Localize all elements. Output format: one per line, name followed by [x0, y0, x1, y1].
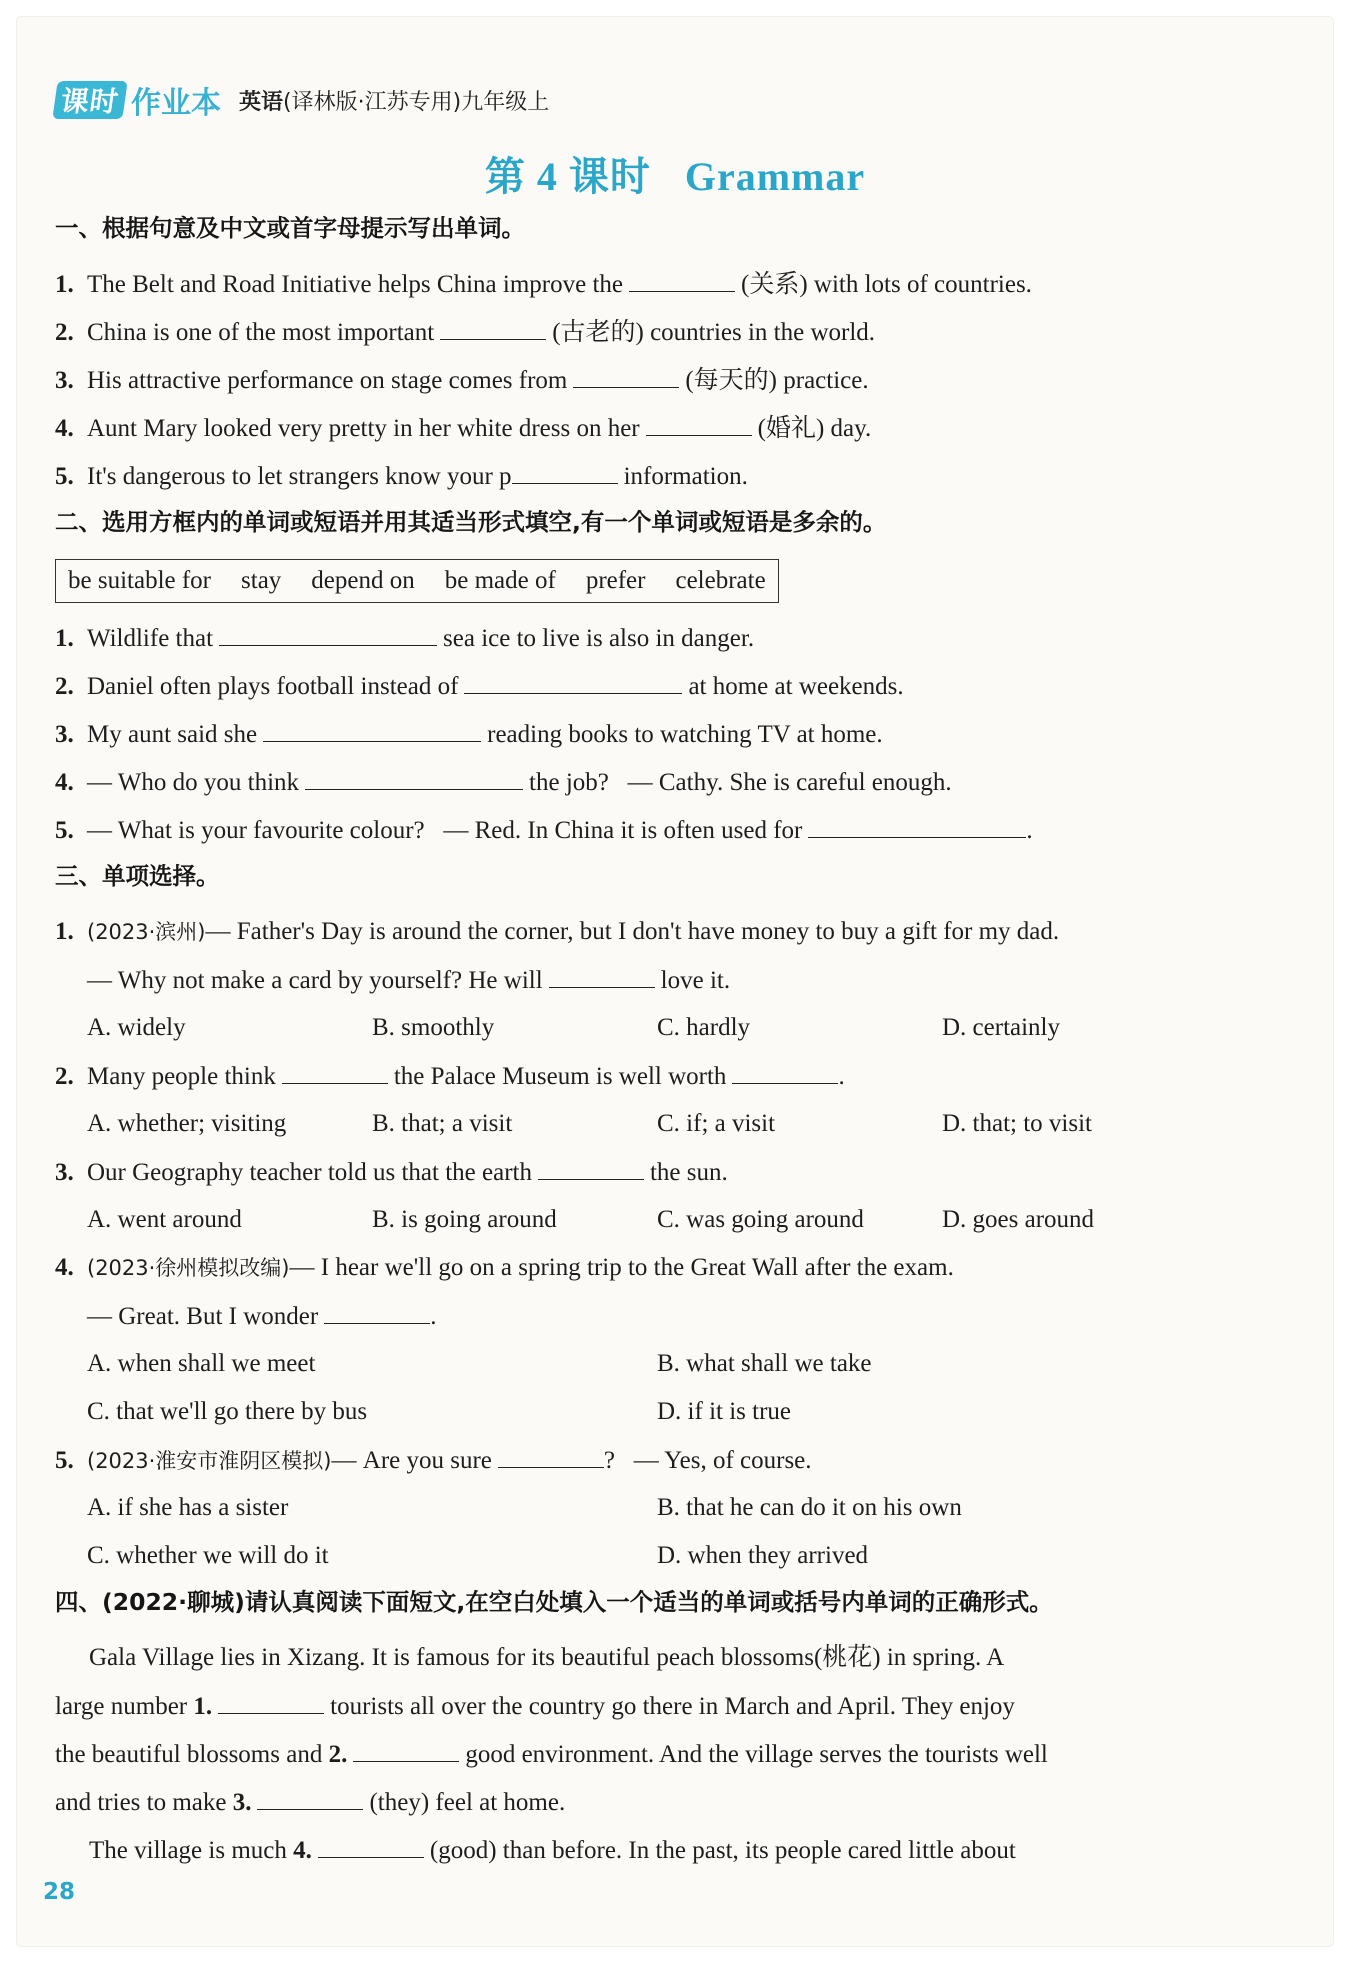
- lesson-number: 第 4 课时: [484, 154, 651, 199]
- edition-label: (译林版·江苏专用)九年级上: [283, 89, 550, 115]
- word-bank-box: [55, 559, 779, 603]
- option-a[interactable]: A. went around: [87, 1206, 242, 1233]
- option-a[interactable]: A. widely: [87, 1014, 186, 1041]
- option-c[interactable]: C. that we'll go there by bus: [87, 1398, 368, 1425]
- brand-logo: 课时: [52, 81, 127, 119]
- answer-blank[interactable]: [732, 1059, 838, 1084]
- answer-blank[interactable]: [218, 1689, 324, 1714]
- s2-question-2: 2. Daniel often plays football instead of at home at weekends.: [55, 669, 1293, 704]
- s3-q1-line2: — Why not make a card by yourself? He will love it.: [87, 963, 1293, 998]
- word-bank-item: celebrate: [675, 567, 766, 594]
- answer-blank[interactable]: [549, 963, 655, 988]
- question-source: (2023·徐州模拟改编): [87, 1256, 290, 1280]
- answer-blank[interactable]: [324, 1299, 430, 1324]
- s3-question-4: 4. (2023·徐州模拟改编)— I hear we'll go on a spring trip to the Great Wall after the exam.: [55, 1254, 954, 1281]
- s3-question-5: 5. (2023·淮安市淮阴区模拟)— Are you sure ? — Yes, of course.: [55, 1443, 1293, 1478]
- option-c[interactable]: C. if; a visit: [657, 1110, 776, 1137]
- s1-question-4: 4. Aunt Mary looked very pretty in her white dress on her (婚礼) day.: [55, 411, 1293, 446]
- passage-line-2: large number 1. tourists all over the country go there in March and April. They enjoy: [55, 1689, 1293, 1724]
- question-source: (2023·淮安市淮阴区模拟): [87, 1449, 332, 1473]
- s3-q4-line2: — Great. But I wonder .: [87, 1299, 1293, 1334]
- answer-blank[interactable]: [257, 1785, 363, 1810]
- option-c[interactable]: C. hardly: [657, 1014, 751, 1041]
- lesson-title: [17, 145, 1333, 202]
- answer-blank[interactable]: [305, 765, 523, 790]
- answer-blank[interactable]: [629, 267, 735, 292]
- s1-question-1: 1. The Belt and Road Initiative helps China improve the (关系) with lots of countries.: [55, 267, 1293, 302]
- passage-line-4: and tries to make 3. (they) feel at home.: [55, 1785, 1293, 1820]
- s2-question-5: 5. — What is your favourite colour? — Red. In China it is often used for .: [55, 813, 1293, 848]
- section-3-heading: 三、单项选择。: [55, 862, 220, 890]
- s3-question-1: 1. (2023·滨州)— Father's Day is around the corner, but I don't have money to buy a gift for my dad.: [55, 918, 1060, 945]
- word-bank-item: depend on: [311, 567, 415, 594]
- section-2-heading: 二、选用方框内的单词或短语并用其适当形式填空,有一个单词或短语是多余的。: [55, 508, 887, 536]
- section-4-heading: 四、(2022·聊城)请认真阅读下面短文,在空白处填入一个适当的单词或括号内单词的正确形式。: [55, 1588, 1053, 1616]
- option-b[interactable]: B. is going around: [372, 1206, 557, 1233]
- s1-question-3: 3. His attractive performance on stage comes from (每天的) practice.: [55, 363, 1293, 398]
- s3-question-3: 3. Our Geography teacher told us that the earth the sun.: [55, 1155, 1293, 1190]
- option-d[interactable]: D. goes around: [942, 1206, 1095, 1233]
- passage-line-5: The village is much 4. (good) than before. In the past, its people cared little about: [89, 1833, 1293, 1868]
- s3-question-2: 2. Many people think the Palace Museum is well worth .: [55, 1059, 1293, 1094]
- answer-blank[interactable]: [353, 1737, 459, 1762]
- option-a[interactable]: A. when shall we meet: [87, 1350, 316, 1377]
- option-a[interactable]: A. whether; visiting: [87, 1110, 287, 1137]
- option-d[interactable]: D. when they arrived: [657, 1542, 869, 1569]
- s2-question-1: 1. Wildlife that sea ice to live is also in danger.: [55, 621, 1293, 656]
- answer-blank[interactable]: [573, 363, 679, 388]
- option-b[interactable]: B. that he can do it on his own: [657, 1494, 962, 1521]
- word-bank-item: prefer: [585, 567, 646, 594]
- answer-blank[interactable]: [808, 813, 1026, 838]
- option-d[interactable]: D. that; to visit: [942, 1110, 1092, 1137]
- s2-question-4: 4. — Who do you think the job? — Cathy. She is careful enough.: [55, 765, 1293, 800]
- question-source: (2023·滨州): [87, 920, 206, 944]
- book-subtitle: [239, 85, 549, 116]
- option-d[interactable]: D. if it is true: [657, 1398, 792, 1425]
- brand-logo-text: 作业本: [131, 86, 222, 121]
- option-c[interactable]: C. was going around: [657, 1206, 864, 1233]
- passage-line-3: the beautiful blossoms and 2. good environment. And the village serves the tourists well: [55, 1737, 1293, 1772]
- option-b[interactable]: B. what shall we take: [657, 1350, 872, 1377]
- word-bank-item: be suitable for: [68, 567, 212, 594]
- answer-blank[interactable]: [646, 411, 752, 436]
- page-number: 28: [43, 1879, 76, 1905]
- answer-blank[interactable]: [318, 1833, 424, 1858]
- section-1-heading: 一、根据句意及中文或首字母提示写出单词。: [55, 214, 525, 242]
- lesson-topic: Grammar: [684, 154, 866, 199]
- option-d[interactable]: D. certainly: [942, 1014, 1061, 1041]
- answer-blank[interactable]: [512, 459, 618, 484]
- option-b[interactable]: B. that; a visit: [372, 1110, 513, 1137]
- option-b[interactable]: B. smoothly: [372, 1014, 495, 1041]
- passage-line-1: Gala Village lies in Xizang. It is famous for its beautiful peach blossoms(桃花) in spring. A: [89, 1644, 1005, 1671]
- s1-question-5: 5. It's dangerous to let strangers know your p information.: [55, 459, 1293, 494]
- option-a[interactable]: A. if she has a sister: [87, 1494, 289, 1521]
- answer-blank[interactable]: [219, 621, 437, 646]
- subject-label: 英语: [239, 89, 284, 115]
- s2-question-3: 3. My aunt said she reading books to watching TV at home.: [55, 717, 1293, 752]
- page-header: [55, 75, 549, 125]
- s1-question-2: 2. China is one of the most important (古老的) countries in the world.: [55, 315, 1293, 350]
- workbook-page: [17, 17, 1333, 1946]
- option-c[interactable]: C. whether we will do it: [87, 1542, 329, 1569]
- word-bank-item: be made of: [444, 567, 556, 594]
- answer-blank[interactable]: [538, 1155, 644, 1180]
- answer-blank[interactable]: [263, 717, 481, 742]
- answer-blank[interactable]: [464, 669, 682, 694]
- word-bank-item: stay: [241, 567, 282, 594]
- answer-blank[interactable]: [440, 315, 546, 340]
- answer-blank[interactable]: [282, 1059, 388, 1084]
- answer-blank[interactable]: [498, 1443, 604, 1468]
